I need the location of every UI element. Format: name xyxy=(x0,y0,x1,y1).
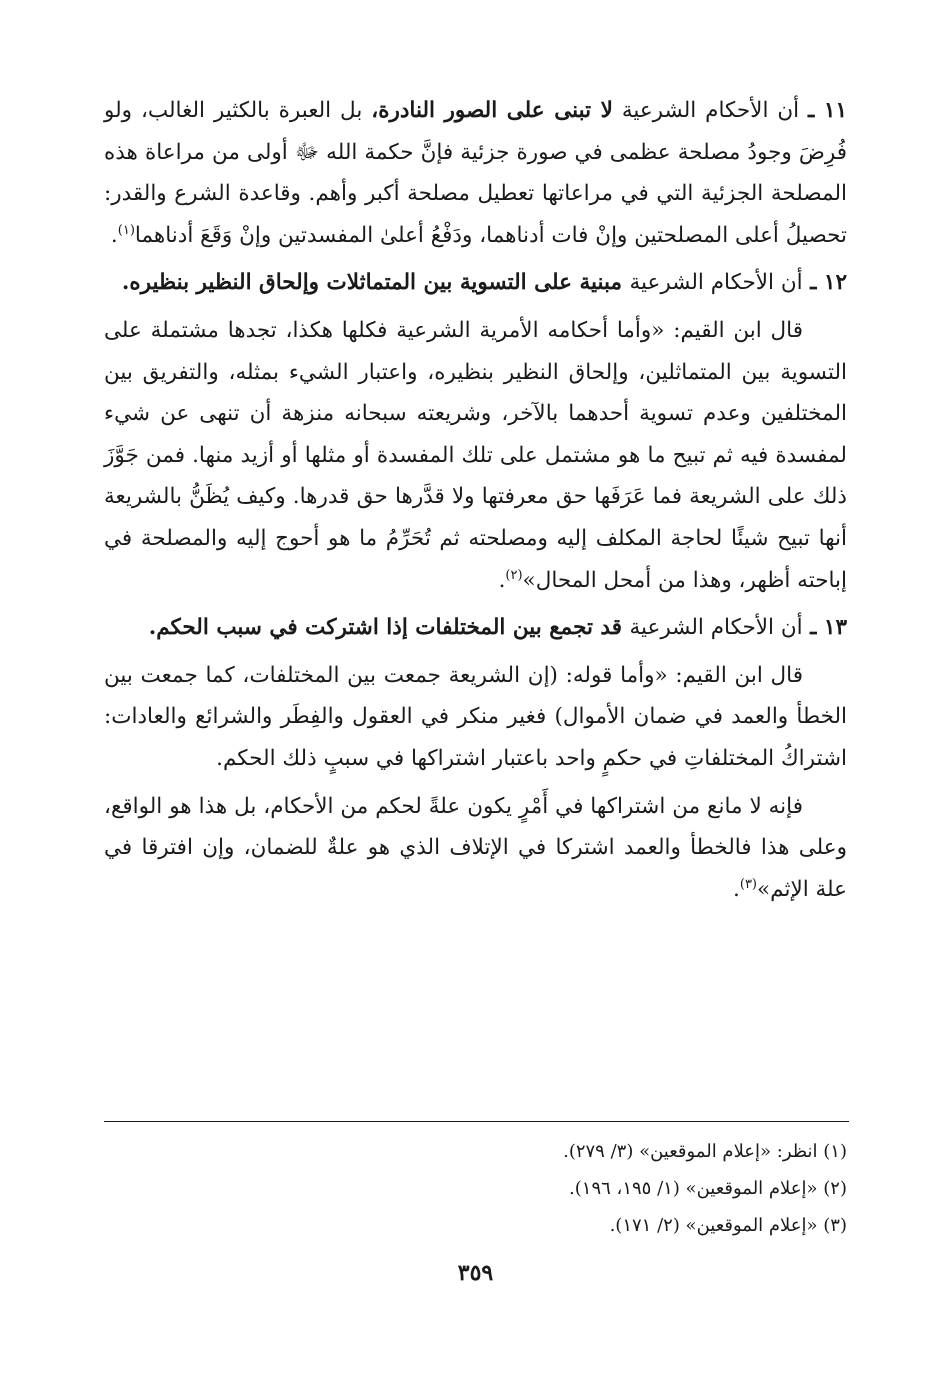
page-number: ٣٥٩ xyxy=(457,1260,494,1286)
item-12 xyxy=(104,262,847,304)
footnote-1: (١) انظر: «إعلام الموقعين» (٣/ ٢٧٩). xyxy=(563,1141,847,1162)
footnote-2: (٢) «إعلام الموقعين» (١/ ١٩٥، ١٩٦). xyxy=(569,1178,847,1199)
item-number: ١٢ ـ xyxy=(810,270,847,296)
footnotes xyxy=(104,1133,847,1244)
item-bold-phrase: قد تجمع بين المختلفات إذا اشتركت في سبب الحكم. xyxy=(148,615,622,641)
sentence-end: . xyxy=(110,222,118,248)
quote-13-part-1 xyxy=(104,655,847,780)
quote-13-part-2 xyxy=(104,786,847,911)
item-bold-phrase: مبنية على التسوية بين المتماثلات وإلحاق النظير بنظيره. xyxy=(121,270,622,296)
main-text xyxy=(104,90,847,916)
item-11 xyxy=(104,90,847,256)
item-body: بل العبرة بالكثير الغالب، ولو فُرِضَ وجودُ مصلحة عظمى في صورة جزئية فإنَّ حكمة الله ﷻ أولى من مراعاة هذه المصلحة الجزئية التي في مراعاتها تعطيل مصلحة أكبر وأهم. وقاعدة الشرع والقدر: تحصيلُ أعلى المصلحتين وإنْ فات أدناهما، ودَفْعُ أعلىٰ المفسدتين وإنْ وَقَعَ أدناهما xyxy=(104,98,847,248)
footnote-3: (٣) «إعلام الموقعين» (٢/ ١٧١). xyxy=(609,1215,847,1236)
footnote-ref[interactable]: (٣) xyxy=(739,876,757,892)
item-lead: أن الأحكام الشرعية xyxy=(629,270,803,296)
footnote-separator xyxy=(104,1121,849,1122)
quote-12 xyxy=(104,310,847,601)
quote-text: قال ابن القيم: «وأما أحكامه الأمرية الشرعية فكلها هكذا، تجدها مشتملة على التسوية بين المتماثلين، وإلحاق النظير بنظيره، واعتبار الشيء بمثله، والتفريق بين المختلفين وعدم تسوية أحدهما بالآخر، وشريعته سبحانه منزهة أن تنهى عن شيء لمفسدة فيه ثم تبيح ما هو مشتمل على تلك المفسدة أو مثلها أو أزيد منها. فمن جَوَّزَ ذلك على الشريعة فما عَرَفَها حق معرفتها ولا قدَّرها حق قدرها. وكيف يُظَنُّ بالشريعة أنها تبيح شيئًا لحاجة المكلف إليه ومصلحته ثم تُحَرِّمُ ما هو أحوج إليه والمصلحة في إباحته أظهر، وهذا من أمحل المحال» xyxy=(104,317,847,593)
quote-text: فإنه لا مانع من اشتراكها في أَمْرٍ يكون علةً لحكم من الأحكام، بل هذا هو الواقع، وعلى هذا فالخطأ والعمد اشتركا في الإتلاف الذي هو علةٌ للضمان، وإن افترقا في علة الإثم» xyxy=(104,793,847,902)
item-number: ١١ ـ xyxy=(808,98,847,123)
item-lead: أن الأحكام الشرعية xyxy=(621,98,800,123)
sentence-end: . xyxy=(733,876,740,902)
quote-text: قال ابن القيم: «وأما قوله: (إن الشريعة جمعت بين المختلفات، كما جمعت بين الخطأ والعمد في ضمان الأموال) فغير منكر في العقول والفِطَر والشرائع والعادات: اشتراكُ المختلفاتِ في حكمٍ واحد باعتبار اشتراكها في سببٍ ذلك الحكم. xyxy=(104,662,847,771)
footnote-ref[interactable]: (٢) xyxy=(505,567,523,583)
item-lead: أن الأحكام الشرعية xyxy=(629,615,803,641)
item-number: ١٣ ـ xyxy=(810,615,847,641)
sentence-end: . xyxy=(498,567,506,593)
item-bold-phrase: لا تبنى على الصور النادرة، xyxy=(371,98,613,123)
item-13 xyxy=(104,607,847,649)
footnote-ref[interactable]: (١) xyxy=(117,222,135,238)
